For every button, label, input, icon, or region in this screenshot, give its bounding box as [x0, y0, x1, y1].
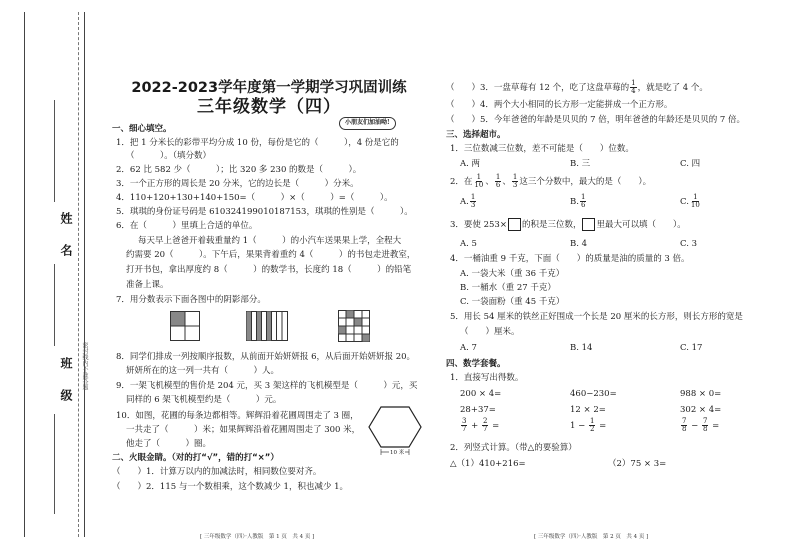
- name-label: 姓 名: [59, 212, 73, 265]
- vertical-calc-2: （2）75 × 3=: [608, 459, 667, 469]
- choice-3-option-c: C. 3: [680, 239, 698, 249]
- judge-3-fraction: $\frac{1}{4}$: [631, 79, 636, 95]
- calc-2-3: 302 × 4=: [680, 405, 722, 415]
- q7: 7．用分数表示下面各图中的阴影部分。: [116, 295, 266, 305]
- page-title: 2022-2023学年度第一学期学习巩固训练: [131, 80, 407, 96]
- choice-5-option-a: A. 7: [460, 343, 477, 353]
- class-underline-top: [54, 264, 55, 346]
- judge-2: （ ）2．115 与一个数相乘，这个数减少 1，积也减少 1。: [112, 482, 349, 492]
- q3: 3．一个正方形的周长是 20 分米，它的边长是（ ）分米。: [116, 179, 359, 189]
- calc-3-1: $\frac{3}{7}$ + $\frac{2}{7}$ =: [462, 417, 500, 433]
- choice-4-option-a: A. 一袋大米（重 36 千克）: [460, 269, 565, 279]
- q6-line2: 约需要 20（ ）。下午后，果果背着重约 4（ ）的书包走进教室，: [126, 250, 416, 260]
- q10-line1: 10．如图，花圃的每条边都相等。辉辉沿着花圃周围走了 3 圈，: [116, 411, 359, 421]
- q10-line2: 一共走了（ ）米；如果辉辉沿着花圃周围走了 300 米，: [126, 425, 361, 435]
- calc-2-1: 28+37=: [460, 405, 496, 415]
- choice-5-option-c: C. 17: [680, 343, 703, 353]
- choice-5-option-b: B. 14: [570, 343, 593, 353]
- choice-4-option-b: B. 一桶水（重 27 千克）: [460, 283, 556, 293]
- q6-line3: 打开书包，拿出厚度约 8（ ）的数学书，长度约 18（ ）的铅笔: [126, 265, 412, 275]
- q4: 4．110+120+130+140+150=（ ）×（ ）=（ ）。: [116, 193, 393, 203]
- choice-2-option-a: A. $\frac{1}{3}$: [460, 193, 476, 209]
- choice-2-fraction-2: $\frac{1}{6}$: [495, 173, 501, 189]
- choice-2-option-b: B. $\frac{1}{6}$: [570, 193, 586, 209]
- choice-3-option-a: A. 5: [460, 239, 477, 249]
- q5: 5．琪琪的身份证号码是 610324199010187153，琪琪的性别是（ ）。: [116, 207, 413, 217]
- choice-1-option-a: A. 两: [460, 159, 481, 169]
- q1-line1: 1．把 1 分米长的彩带平均分成 10 份，每份是它的（ ），4 份是它的: [116, 138, 399, 148]
- judge-3: [446, 80, 708, 95]
- hexagon-side-label: 10 米: [390, 450, 405, 456]
- judge-3-text: （ ）3．一盘草莓有 12 个，吃了这盘草莓的: [446, 83, 630, 93]
- page-footer-right: [ 三年级数学（四）·人教版 第 2 页 共 4 页 ]: [534, 534, 649, 540]
- choice-3: 3．要使 253× 的积是三位数， 里最大可以填（ ）。: [450, 220, 686, 230]
- calc-1-3: 988 × 0=: [680, 389, 722, 399]
- q6: 6．在（ ）里填上合适的单位。: [116, 221, 258, 231]
- judge-3-text-end: ，就是吃了 4 个。: [637, 83, 708, 93]
- binding-margin: [20, 12, 92, 537]
- page-subtitle: 三年级数学（四）: [197, 97, 341, 117]
- seal-line: [78, 12, 79, 537]
- choice-1-option-b: B. 三: [570, 159, 591, 169]
- encourage-badge: 小朋友们加油呦!: [339, 117, 396, 130]
- calc-1-1: 200 × 4=: [460, 389, 502, 399]
- q7-figure-1: [170, 311, 200, 341]
- choice-4: 4．一桶油重 9 千克，下面（ ）的质量是油的质量的 3 倍。: [450, 254, 690, 264]
- q8-line1: 8．同学们排成一列按顺序报数，从前面开始妍妍报 6，从后面开始妍妍报 20。: [116, 352, 416, 362]
- judge-4: （ ）4．两个大小相同的长方形一定能拼成一个正方形。: [446, 100, 673, 110]
- section-math-set: 四、数学套餐。: [446, 359, 506, 369]
- choice-2-option-c: C. $\frac{1}{10}$: [680, 193, 700, 209]
- choice-5-line1: 5．用长 54 厘米的铁丝正好围成一个长是 20 厘米的长方形，则长方形的宽是: [450, 312, 743, 322]
- seal-line-inner: [84, 12, 85, 537]
- judge-5: （ ）5．今年爸爸的年龄是贝贝的 7 倍，明年爸爸的年龄还是贝贝的 7 倍。: [446, 115, 746, 125]
- choice-2-fraction-3: $\frac{1}{3}$: [512, 173, 518, 189]
- direct-calc-heading: 1．直接写出得数。: [450, 373, 524, 383]
- class-label: 班 级: [59, 357, 73, 410]
- q6-line4: 准备上课。: [126, 280, 169, 290]
- name-underline: [54, 100, 55, 202]
- q1-line2: （ ）。（填分数）: [126, 151, 212, 161]
- vertical-calc-heading: 2．列竖式计算。（带△的要验算）: [450, 443, 577, 453]
- choice-3-option-b: B. 4: [570, 239, 588, 249]
- seal-note: 密封线内不准答题: [81, 342, 88, 390]
- q6-line1: 每天早上爸爸开着载重量约 1（ ）的小汽车送果果上学，全程大: [138, 236, 402, 246]
- calc-3-3: $\frac{7}{8}$ − $\frac{7}{8}$ =: [682, 417, 720, 433]
- blank-box-2: [582, 218, 595, 231]
- vertical-calc-1: △（1）410+216=: [450, 459, 526, 469]
- choice-5-line2: （ ）厘米。: [460, 327, 520, 337]
- choice-4-option-c: C. 一袋面粉（重 45 千克）: [460, 297, 565, 307]
- class-underline: [54, 414, 55, 514]
- calc-3-2: 1 − $\frac{1}{2}$ =: [570, 417, 607, 433]
- choice-1-option-c: C. 四: [680, 159, 701, 169]
- choice-2: 2．在 $\frac{1}{10}$ 、 $\frac{1}{6}$ 、 $\frac{1}{3}$ 这三个分数中，最大的是（ ）。: [450, 173, 652, 189]
- section-true-false: 二、火眼金睛。（对的打“√”，错的打“×”）: [112, 453, 279, 463]
- section-fill-in: 一、细心填空。: [112, 124, 172, 134]
- q9-line1: 9．一架飞机模型的售价是 204 元，买 3 架这样的飞机模型是（ ）元，买: [116, 381, 418, 391]
- blank-box-1: [508, 218, 521, 231]
- q9-line2: 同样的 6 架飞机模型约是（ ）元。: [126, 395, 282, 405]
- choice-1: 1．三位数减三位数，差不可能是（ ）位数。: [450, 144, 634, 154]
- judge-1: （ ）1．计算万以内的加减法时，相同数位要对齐。: [112, 467, 322, 477]
- section-choice: 三、选择超市。: [446, 130, 506, 140]
- choice-2-fraction-1: $\frac{1}{10}$: [474, 173, 484, 189]
- q7-figure-3: [338, 310, 370, 342]
- q7-figure-2: [246, 311, 288, 341]
- calc-1-2: 460−230=: [570, 389, 617, 399]
- margin-border-line: [24, 12, 25, 537]
- q2: 2．62 比 582 少（ ）；比 320 多 230 的数是（ ）。: [116, 165, 362, 175]
- q8-line2: 妍妍所在的这一列一共有（ ）人。: [126, 366, 280, 376]
- calc-2-2: 12 × 2=: [570, 405, 606, 415]
- page-footer-left: [ 三年级数学（四）·人教版 第 1 页 共 4 页 ]: [200, 534, 315, 540]
- q10-line3: 他走了（ ）圈。: [126, 439, 212, 449]
